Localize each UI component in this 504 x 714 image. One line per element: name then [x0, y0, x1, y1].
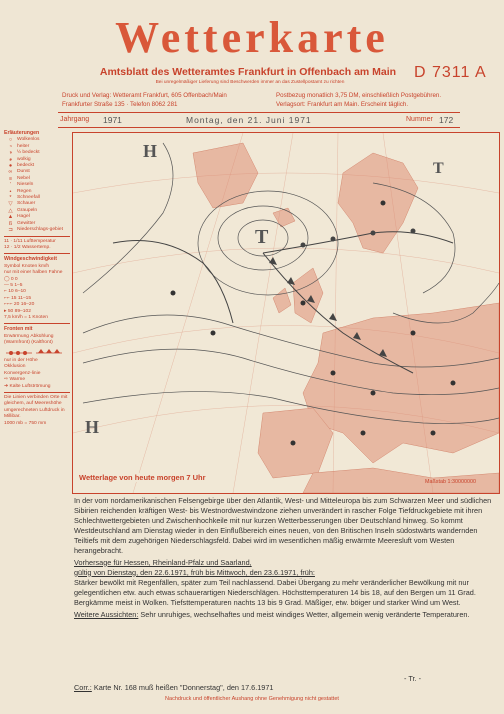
issue-date: Montag, den 21. Juni 1971 — [186, 115, 312, 125]
low-pressure-icon: T — [433, 160, 444, 177]
weather-symbol-icon: ⊐ — [8, 227, 13, 234]
legend-title: Erläuterungen — [4, 130, 40, 136]
legend-wind-row: — 5 1–5 — [4, 282, 23, 288]
legend-item-label: Nieseln — [17, 182, 34, 188]
station-icon — [171, 291, 176, 296]
occluded-front — [113, 241, 233, 324]
legend-wind-row: ⌐⌐ 15 11–15 — [4, 295, 32, 301]
legend-item-label: Dunst — [17, 169, 30, 175]
year-value: 1971 — [103, 115, 122, 125]
forecast-validity: gültig von Dienstag, den 22.6.1971, früh bis Mittwoch, den 23.6.1971, früh: — [74, 567, 315, 577]
legend-temp-row: 11 · 1/11 Lufttemperatur — [4, 238, 56, 244]
weather-symbol-icon: ◑ — [8, 150, 13, 157]
weather-symbol-icon: ○ — [8, 137, 13, 144]
legend-warm-air: Warme — [9, 377, 26, 383]
warm-front-bump — [371, 231, 376, 236]
weather-map — [72, 132, 500, 494]
arrow-right-icon: ⇨ — [4, 377, 9, 383]
high-pressure-icon: H — [143, 141, 158, 161]
legend-item-label: Gewitter — [17, 220, 36, 226]
weather-symbol-icon: ≡ — [8, 175, 13, 182]
document-number: D 7311 A — [414, 64, 487, 81]
legend-wind-cols: Symbol Knoten km/h — [4, 263, 50, 269]
legend-item-label: Niederschlags-gebiet — [17, 227, 63, 233]
legend-symbol-list — [4, 137, 70, 233]
postal-line: Postbezug monatlich 3,75 DM, einschließlich Postgebühren. — [276, 92, 442, 99]
legend-front-cold-sub: (Kaltfront) — [31, 340, 53, 346]
map-legend — [4, 130, 70, 490]
legend-wind-row: ◯ 0 0 — [4, 276, 18, 282]
legend-fronts-title: Fronten mit — [4, 326, 33, 333]
legend-item-label: Schauer — [17, 201, 36, 207]
station-icon — [331, 371, 336, 376]
legend-front-cold: Abkühlung — [30, 333, 54, 339]
legend-cold-air: Kalte — [9, 383, 21, 389]
station-icon — [291, 441, 296, 446]
dateline — [58, 112, 460, 128]
arrow-right-icon: ➜ — [4, 383, 9, 389]
forecast-text — [74, 496, 496, 620]
map-scale: Maßstab 1:30000000 — [425, 479, 476, 485]
postal-line: Verlagsort: Frankfurt am Main. Erscheint täglich. — [276, 101, 409, 108]
synopsis-paragraph: In der vom nordamerikanischen Felsengebirge über den Atlantik, West- und Mitteleuropa bis zum Schwarzen Meer und südlichen Sibirien reichenden kräftigen West- bis Westnordwestwindzone ziehen unverändert in rascher Folge Tiefdruckgebiete mit ihren Schlechtwettergebieten und Zwischenhochkeile mit nur kurzen Wetterbesserungen über Deutschland hinweg. So kommt Westdeutschland am Dienstag wieder in den Einflußbereich eines neuen, von den Britischen Inseln südostwärts wandernden Teiltiefs mit dem zugehörigen Niederschlagsfeld. Dabei wird im wesentlichen mäßig erwärmte Meeresluft vom Westen herangebracht. — [74, 496, 492, 556]
station-icon — [381, 201, 386, 206]
year-label: Jahrgang — [60, 116, 90, 123]
correction-note — [74, 683, 273, 692]
legend-front-warm: Erwärmung — [4, 333, 30, 339]
warm-front-bump — [411, 229, 416, 234]
legend-item-label: heiter — [17, 143, 30, 149]
weather-symbol-icon: ▲ — [7, 214, 14, 221]
legend-wind-title: Windgeschwindigkeit — [4, 256, 57, 263]
weather-symbol-icon: △ — [8, 207, 13, 214]
map-caption: Wetterlage von heute morgen 7 Uhr — [79, 473, 206, 482]
station-icon — [411, 331, 416, 336]
high-pressure-icon: H — [85, 417, 100, 437]
legend-pressure-scale: 1000 mb = 750 mm — [4, 420, 47, 426]
warm-front-bump — [301, 243, 306, 248]
weather-symbol-icon: ß — [8, 220, 13, 227]
iceland-land — [273, 208, 295, 227]
low-pressure-icon: T — [255, 226, 269, 248]
reprint-notice: Nachdruck und öffentlicher Aushang ohne Genehmigung nicht gestattet — [165, 696, 339, 702]
longitude-line — [333, 133, 338, 493]
warm-front-bump — [331, 237, 336, 242]
isobar — [83, 143, 173, 293]
publisher-line: Druck und Verlag: Wetteramt Frankfurt, 605 Offenbach/Main — [62, 92, 227, 99]
correction-label: Corr.: — [74, 683, 92, 692]
weather-symbol-icon: ’ — [9, 182, 12, 189]
weather-symbol-icon: ◔ — [8, 143, 13, 150]
delivery-notice: Bei unregelmäßiger Lieferung sind Beschwerden immer an das Zustellpostamt zu richten — [155, 80, 345, 85]
continental-europe-land — [303, 303, 499, 463]
weather-symbol-icon: * — [9, 195, 12, 202]
signature: - Tr. - — [404, 674, 422, 683]
outlook-text: Sehr unruhiges, wechselhaftes und meist windiges Wetter, allgemein wenig veränderte Temperaturen. — [140, 610, 470, 620]
legend-occlusion: Okklusion — [4, 364, 26, 370]
station-icon — [371, 391, 376, 396]
publisher-info — [62, 91, 227, 109]
legend-isobar-note: Die Linien verbinden Orte mit gleichem, auf Meereshöhe umgerechneten Luftdruck in Millibar. — [4, 395, 68, 420]
legend-upper-only: nur in der Höhe — [4, 358, 38, 363]
legend-item — [4, 227, 70, 233]
legend-item-label: Wolkenlos — [17, 137, 40, 143]
legend-air-flow: Luftströmung — [21, 383, 51, 389]
legend-wind-row: ⌐ 10 6–10 — [4, 289, 26, 295]
latitude-line — [73, 248, 499, 273]
legend-item-label: Graupeln — [17, 207, 38, 213]
longitude-line — [133, 133, 243, 493]
station-icon — [431, 431, 436, 436]
legend-item-label: Nebel — [17, 175, 30, 181]
station-icon — [211, 331, 216, 336]
weather-symbol-icon: ◕ — [8, 156, 13, 163]
ireland-land — [273, 288, 291, 313]
legend-item-label: wolkig — [17, 156, 31, 162]
masthead-subtitle: Amtsblatt des Wetteramtes Frankfurt in Offenbach am Main — [99, 66, 397, 78]
outlook-label: Weitere Aussichten: — [74, 610, 139, 620]
weather-symbol-icon: ▽ — [8, 201, 13, 208]
front-symbols-icon — [4, 347, 64, 355]
legend-item-label: bedeckt — [17, 163, 35, 169]
forecast-paragraph: Stärker bewölkt mit Regenfällen, später zum Teil nachlassend. Dabei Übergang zu mehr veränderlicher Bewölkung mit nur gelegentlichen etw. auch etwas schauerartigen Niederschlägen. Höchsttemperaturen 14 bis 18, auf den Bergen um 11 Grad. Bergkämme meist in Wolken. Tiefsttemperaturen nachts 13 bis 9 Grad. Mäßiger, etw. böiger und starker Wind um West. — [74, 577, 476, 607]
issue-number: 172 — [439, 115, 454, 125]
legend-temp-row: 12 · 1/2 Wassertemp. — [4, 244, 51, 250]
greenland-land — [193, 143, 258, 208]
legend-knots-note: 7,5 km/h = 1 Knoten — [4, 314, 48, 320]
legend-wind-row: ▸ 50 89–102 — [4, 308, 31, 314]
legend-convergence: Konvergenz-linie — [4, 370, 41, 376]
weather-symbol-icon: ● — [8, 163, 13, 170]
publisher-line: Frankfurter Straße 135 · Telefon 8062 281 — [62, 101, 178, 108]
station-icon — [361, 431, 366, 436]
station-icon — [451, 381, 456, 386]
legend-item-label: Regen — [17, 188, 32, 194]
forecast-heading: Vorhersage für Hessen, Rheinland-Pfalz und Saarland, — [74, 557, 252, 567]
weather-symbol-icon: • — [9, 188, 12, 195]
station-icon — [301, 301, 306, 306]
number-label: Nummer — [406, 116, 433, 123]
correction-text: Karte Nr. 168 muß heißen "Donnerstag", den 17.6.1971 — [93, 683, 274, 692]
legend-wind-note: nur mit einer halben Fahne — [4, 270, 63, 276]
masthead-title: Wetterkarte — [115, 13, 389, 62]
legend-front-warm-sub: (Warmfront) — [4, 340, 30, 346]
legend-wind-row: ⌐⌐⌐ 20 16–20 — [4, 302, 35, 308]
legend-item-label: ½ bedeckt — [17, 150, 40, 156]
british-isles-land — [293, 268, 323, 323]
postal-info — [276, 91, 441, 109]
weather-symbol-icon: ∞ — [8, 169, 13, 176]
synoptic-chart — [73, 133, 499, 493]
legend-item-label: Schneefall — [17, 195, 40, 201]
legend-item-label: Hagel — [17, 214, 30, 220]
